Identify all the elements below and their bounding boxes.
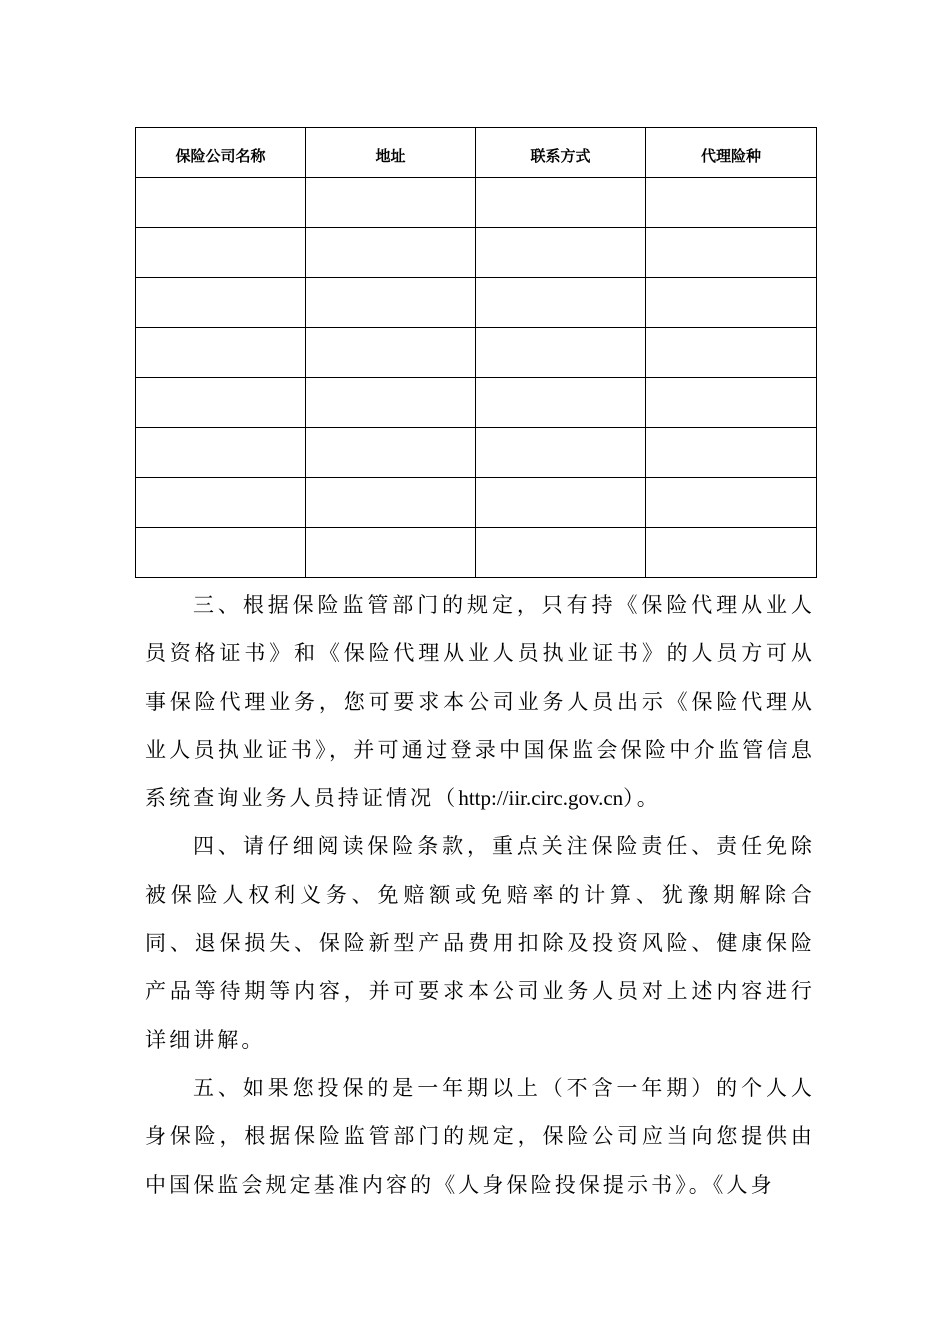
table-cell	[306, 428, 476, 478]
table-cell	[476, 528, 646, 578]
table-cell	[476, 178, 646, 228]
paragraph-4: 四、请仔细阅读保险条款，重点关注保险责任、责任免除被保险人权利义务、免赔额或免赔率的计算、犹豫期解除合同、退保损失、保险新型产品费用扣除及投资风险、健康保险产品等待期等内容，并可要求本公司业务人员对上述内容进行详细讲解。	[145, 834, 815, 1052]
table-row	[136, 228, 817, 278]
table-cell	[476, 378, 646, 428]
insurance-company-table	[135, 127, 817, 578]
table-cell	[646, 478, 817, 528]
table-cell	[646, 278, 817, 328]
table-cell	[476, 278, 646, 328]
table-cell	[646, 378, 817, 428]
table-cell	[646, 428, 817, 478]
table-cell	[136, 328, 306, 378]
body-text	[145, 581, 815, 1209]
circ-url-link[interactable]: http://iir.circ.gov.cn	[458, 786, 624, 811]
table-cell	[306, 478, 476, 528]
table-cell	[136, 378, 306, 428]
table-cell	[136, 278, 306, 328]
table-cell	[136, 178, 306, 228]
table-cell	[306, 228, 476, 278]
table-cell	[136, 228, 306, 278]
paragraph-3-text: 三、根据保险监管部门的规定，只有持《保险代理从业人员资格证书》和《保险代理从业人员执业证书》的人员方可从事保险代理业务，您可要求本公司业务人员出示《保险代理从业人员执业证书》，并可通过登录中国保监会保险中介监管信息系统查询业务人员持证情况（	[145, 593, 815, 811]
header-address: 地址	[306, 128, 476, 178]
table-cell	[306, 528, 476, 578]
table-row	[136, 178, 817, 228]
table-cell	[306, 278, 476, 328]
header-company-name: 保险公司名称	[136, 128, 306, 178]
table-cell	[136, 528, 306, 578]
table-cell	[476, 228, 646, 278]
table-cell	[646, 228, 817, 278]
table-row	[136, 378, 817, 428]
table-cell	[476, 478, 646, 528]
table-cell	[646, 528, 817, 578]
table-row	[136, 528, 817, 578]
table-row	[136, 428, 817, 478]
table-cell	[646, 178, 817, 228]
table-cell	[136, 478, 306, 528]
paragraph-3	[145, 581, 815, 822]
table-cell	[306, 178, 476, 228]
table-row	[136, 478, 817, 528]
table-header-row	[136, 128, 817, 178]
table-cell	[646, 328, 817, 378]
header-insurance-type: 代理险种	[646, 128, 817, 178]
table-row	[136, 328, 817, 378]
table-cell	[136, 428, 306, 478]
table-cell	[476, 328, 646, 378]
table-cell	[476, 428, 646, 478]
paragraph-5: 五、如果您投保的是一年期以上（不含一年期）的个人人身保险，根据保险监管部门的规定，保险公司应当向您提供由中国保监会规定基准内容的《人身保险投保提示书》。《人身	[145, 1075, 815, 1197]
paragraph-3-end: ）。	[623, 786, 661, 811]
table-row	[136, 278, 817, 328]
table-cell	[306, 378, 476, 428]
header-contact: 联系方式	[476, 128, 646, 178]
table-cell	[306, 328, 476, 378]
